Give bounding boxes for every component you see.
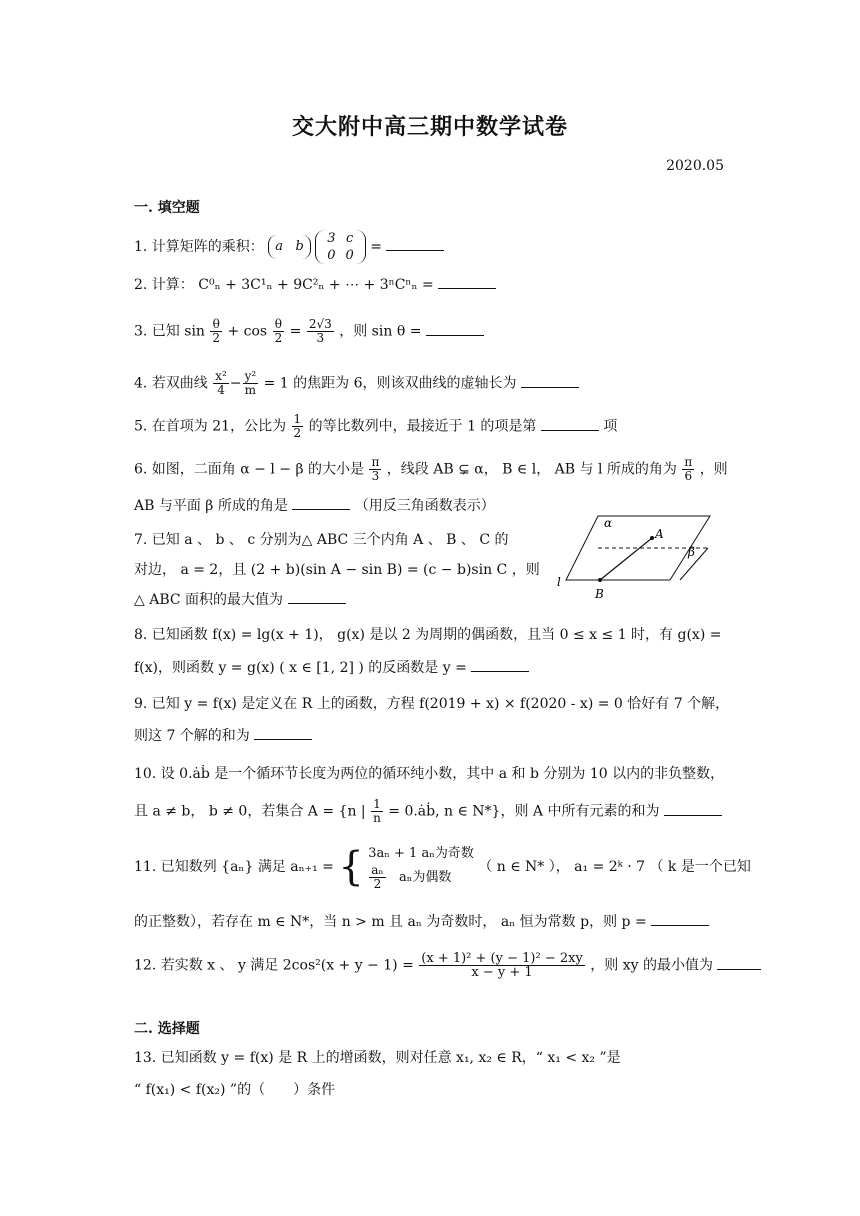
q4-tail: = 1 的焦距为 6，则该双曲线的虚轴长为 <box>263 375 517 392</box>
point-b <box>598 578 602 582</box>
q11-line2a: 的正整数），若存在 m ∈ N*，当 n > m 且 aₙ 为奇数时， aₙ 恒为常数 p，则 p = <box>134 914 647 930</box>
row-vector <box>268 235 311 259</box>
frac-y2-m: $\frac{\text{y²}}{m}$ <box>244 369 257 397</box>
question-11 <box>134 840 751 894</box>
question-5 <box>134 413 617 440</box>
q8-line2: f(x)，则函数 y = g(x) ( x ∈ [1, 2] ) 的反函数是 y = <box>134 660 467 676</box>
label-a: A <box>655 527 664 541</box>
section-multiple-choice: 二. 选择题 <box>134 1021 200 1037</box>
q1-lead: 1. 计算矩阵的乘积： <box>134 239 264 255</box>
point-a <box>650 536 654 540</box>
matrix <box>315 230 366 264</box>
question-7-line2: 对边， a = 2，且 (2 + b)(sin A − sin B) = (c − b)sin C ，则 <box>134 562 540 578</box>
q11-tail: （ n ∈ N* ）， a₁ = 2ᵏ · 7 （ k 是一个已知 <box>478 859 751 875</box>
q3-tail: ，则 sin θ = <box>339 323 422 340</box>
q5-end: 项 <box>603 418 618 435</box>
q6-line1a: 6. 如图，二面角 α − l − β 的大小是 <box>134 461 364 478</box>
answer-blank-1[interactable] <box>386 250 444 251</box>
q2-text: 2. 计算： C⁰ₙ + 3C¹ₙ + 9C²ₙ + ⋯ + 3ⁿCⁿₙ = <box>134 277 434 293</box>
frac-2sqrt3-3: $\frac{2√3}{3}$ <box>308 317 332 345</box>
q12-lead: 12. 若实数 x 、 y 满足 2cos²(x + y − 1) = <box>134 957 414 974</box>
question-6-line2 <box>134 494 495 518</box>
label-b: B <box>595 587 604 601</box>
cases <box>368 843 474 891</box>
q1-eq: = <box>370 239 382 255</box>
dihedral-angle-figure <box>552 510 722 606</box>
answer-blank-5[interactable] <box>541 430 599 431</box>
q10-line2b: = 0.ȧḃ, n ∈ N*}，则 A 中所有元素的和为 <box>388 803 660 820</box>
answer-blank-3[interactable] <box>426 335 484 336</box>
q6-line2a: AB 与平面 β 所成的角是 <box>134 498 288 514</box>
frac-an-2: $\frac{\text{aₙ}}{2}$ <box>371 863 384 891</box>
answer-blank-10[interactable] <box>664 815 722 816</box>
question-7-line3 <box>134 588 346 612</box>
frac-q12: $\frac{\text{(x + 1)² + (y − 1)² − 2xy}}{x - y + 1}$ <box>421 951 583 980</box>
m11: 3 <box>327 231 336 246</box>
q6-line2b: （用反三角函数表示） <box>354 498 495 514</box>
frac-1-2: $\frac{1}{2}$ <box>293 412 302 440</box>
segment-ab <box>600 538 652 580</box>
row-b: b <box>295 239 304 254</box>
frac-1-n: $\frac{1}{n}$ <box>373 797 381 825</box>
answer-blank-11[interactable] <box>651 925 709 926</box>
question-8-line2 <box>134 656 529 680</box>
answer-blank-12[interactable] <box>717 969 761 970</box>
section-fill-blank: 一. 填空题 <box>134 200 200 216</box>
question-3 <box>134 318 484 345</box>
answer-blank-2[interactable] <box>438 288 496 289</box>
question-10-line1: 10. 设 0.ȧḃ 是一个循环节长度为两位的循环纯小数，其中 a 和 b 分别为 10 以内的非负整数， <box>134 766 725 782</box>
answer-blank-6[interactable] <box>292 509 350 510</box>
question-9-line1: 9. 已知 y = f(x) 是定义在 R 上的函数，方程 f(2019 + x) × f(2020 - x) = 0 恰好有 7 个解， <box>134 696 730 712</box>
label-alpha: α <box>604 516 613 530</box>
q5-tail: 的等比数列中，最接近于 1 的项是第 <box>308 418 537 435</box>
answer-blank-8[interactable] <box>471 671 529 672</box>
answer-blank-7[interactable] <box>288 603 346 604</box>
question-13-line2: “ f(x₁) < f(x₂) ”的（ ）条件 <box>134 1082 336 1098</box>
frac-pi-6: $\frac{\pi}{6}$ <box>684 455 693 483</box>
frac-theta-2a: $\frac{\theta}{2}$ <box>212 317 221 345</box>
m22: 0 <box>345 248 354 263</box>
case-even: aₙ为偶数 <box>399 870 452 885</box>
question-12 <box>134 952 761 979</box>
m21: 0 <box>327 248 336 263</box>
q6-line1c: ，则 <box>699 461 728 478</box>
question-2 <box>134 273 496 297</box>
q9-line2: 则这 7 个解的和为 <box>134 728 250 744</box>
answer-blank-9[interactable] <box>254 739 312 740</box>
question-6 <box>134 456 728 483</box>
case-brace: { <box>338 844 364 890</box>
q10-line2a: 且 a ≠ b， b ≠ 0，若集合 A = {n | <box>134 803 366 820</box>
question-10-line2 <box>134 798 722 825</box>
q12-tail: ，则 xy 的最小值为 <box>590 957 713 974</box>
question-7-line1: 7. 已知 a 、 b 、 c 分别为△ ABC 三个内角 A 、 B 、 C 的 <box>134 532 509 548</box>
frac-x2-4: $\frac{\text{x²}}{4}$ <box>215 369 227 397</box>
question-1 <box>134 230 444 264</box>
case-odd: 3aₙ + 1 aₙ为奇数 <box>368 846 474 861</box>
page-title: 交大附中高三期中数学试卷 <box>291 114 568 140</box>
question-8-line1: 8. 已知函数 f(x) = lg(x + 1)， g(x) 是以 2 为周期的偶函数，且当 0 ≤ x ≤ 1 时，有 g(x) = <box>134 627 722 643</box>
q5-lead: 5. 在首项为 21，公比为 <box>134 418 287 435</box>
label-beta: β <box>688 545 695 559</box>
m12: c <box>346 231 354 246</box>
q6-line1b: ，线段 AB ⊊ α， B ∈ l， AB 与 l 所成的角为 <box>386 461 677 478</box>
q11-lead: 11. 已知数列 {aₙ} 满足 aₙ₊₁ = <box>134 859 334 875</box>
question-9-line2 <box>134 724 312 748</box>
q3-eq: = <box>289 323 302 340</box>
exam-date: 2020.05 <box>666 158 724 174</box>
q3-mid: + cos <box>227 323 268 340</box>
row-a: a <box>275 239 284 254</box>
label-l: l <box>557 575 561 589</box>
q3-lead: 3. 已知 sin <box>134 323 205 340</box>
frac-pi-3: $\frac{\pi}{3}$ <box>371 455 380 483</box>
frac-theta-2b: $\frac{\theta}{2}$ <box>274 317 283 345</box>
q4-lead: 4. 若双曲线 <box>134 375 208 392</box>
question-11-line2 <box>134 910 709 934</box>
question-4: 4. 若双曲线 $\frac{\text{x²}}{4}$ − $\frac{\text{y²}}{m}$ = 1 的焦距为 6，则该双曲线的虚轴长为 <box>134 370 579 397</box>
answer-blank-4[interactable] <box>521 387 579 388</box>
q7-line3: △ ABC 面积的最大值为 <box>134 592 284 608</box>
question-13-line1: 13. 已知函数 y = f(x) 是 R 上的增函数，则对任意 x₁, x₂ ∈ R，“ x₁ < x₂ ”是 <box>134 1050 621 1066</box>
